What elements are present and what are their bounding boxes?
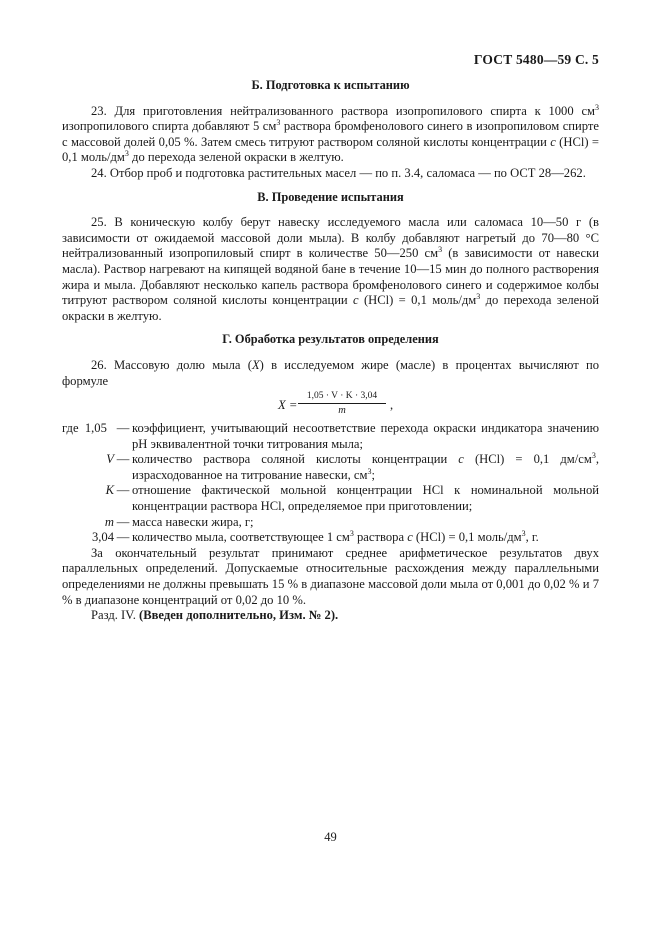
def-304-italic: с [407, 530, 413, 545]
definition-symbol: m [104, 514, 114, 529]
def-v-b: (HCl) = 0,1 дм/см [463, 452, 592, 467]
def-v-d: ; [371, 467, 375, 482]
definition-row [62, 483, 599, 514]
definition-row [62, 421, 599, 452]
definition-row [62, 452, 599, 483]
definition-text [132, 452, 599, 483]
p26-text-b: ) в исследуемом жире (масле) в процентах вычисляют по формуле [62, 357, 599, 388]
definition-symbol: 1,05 [84, 421, 107, 436]
p25-text-d: до перехода зеленой окраски в желтую. [62, 293, 599, 323]
formula-definitions [62, 421, 599, 546]
definition-text [132, 530, 599, 546]
definition-symbol: 3,04 [91, 530, 114, 545]
formula-comma: , [390, 398, 394, 413]
superscript: 3 [521, 529, 526, 539]
p23-text-b: изопропилового спирта добавляют 5 см [62, 119, 277, 134]
p26-text-a: 26. Массовую долю мыла ( [91, 357, 252, 372]
definition-dash: — [116, 514, 130, 529]
def-304-b: раствора [353, 530, 408, 545]
definition-text: масса навески жира, г; [132, 514, 254, 529]
definition-symbol: K [105, 483, 114, 498]
p25-italic-c: с [353, 293, 359, 308]
section-b-title: Б. Подготовка к испытанию [251, 78, 410, 92]
def-304-d: , г. [525, 530, 539, 545]
superscript: 3 [438, 245, 443, 255]
definition-where [62, 421, 114, 452]
formula-denominator: m [338, 405, 346, 417]
superscript: 3 [276, 118, 281, 128]
page-number: 49 [324, 830, 337, 844]
superscript: 3 [476, 292, 481, 302]
p23-text-c: раствора бромфенолового синего в изопропиловом спирте с массовой долей 0,05 %. Затем смесь титруют раствором соляной кислоты концентрации [62, 119, 600, 149]
razd-label: Разд. IV. [91, 608, 140, 623]
p25-text-b: (в зависимости от навески масла). Раствор нагревают на кипящей водяной бане в течение 10—15 мин до полного растворения жира и мыла. Добавляют несколько капель раствора бромфенолового синего и содержимое колбы титруют раствором соляной кислоты концентрации [62, 246, 599, 308]
definition-dash: — [116, 452, 130, 467]
p26-variable-x: X [251, 357, 260, 372]
p23-text-e: до перехода зеленой окраски в желтую. [128, 150, 344, 165]
paragraph-26 [62, 358, 599, 389]
formula-numerator: 1,05 · V · K · 3,04 [298, 390, 386, 404]
paragraph-24: 24. Отбор проб и подготовка растительных масел — по п. 3.4, саломаса — по ОСТ 28—262. [91, 165, 586, 180]
p23-text-a: 23. Для приготовления нейтрализованного раствора изопропилового спирта к 1000 см [91, 103, 595, 118]
superscript: 3 [124, 149, 129, 159]
document-header: ГОСТ 5480—59 С. 5 [473, 52, 599, 67]
formula-lhs: X = [278, 398, 298, 413]
paragraph-25 [62, 215, 599, 324]
razd-note: (Введен дополнительно, Изм. № 2). [139, 608, 339, 623]
definition-row [62, 530, 599, 546]
p23-text-d: (HCl) = 0,1 моль/дм [62, 134, 600, 165]
paragraph-final-result: За окончательный результат принимают среднее арифметическое результатов двух параллельных определений. Допускаемые относительные расхождения между параллельными определениями не должны превышать 15 % в диапазоне массовой доли мыла от 0,001 до 0,02 % и 7 % в диапазоне концентраций от 0,02 до 10 %. [62, 545, 599, 607]
def-304-c: (HCl) = 0,1 моль/дм [412, 530, 522, 545]
section-v-title: В. Проведение испытания [257, 189, 404, 204]
section-g-title: Г. Обработка результатов определения [222, 332, 439, 347]
definition-text: коэффициент, учитывающий несоответствие перехода окраски индикатора значению pH эквивалентной точки титрования мыла; [132, 421, 599, 451]
paragraph-razd [62, 608, 599, 624]
definition-dash: — [116, 421, 130, 436]
definition-symbol: V [106, 452, 114, 467]
where-word: где [62, 421, 79, 436]
p25-text-c: (HCl) = 0,1 моль/дм [358, 293, 477, 308]
definition-row [62, 515, 599, 531]
def-v-a: количество раствора соляной кислоты концентрации [132, 452, 459, 467]
p23-italic-c: с [550, 134, 556, 149]
def-v-italic: с [458, 452, 464, 467]
formula-fraction [298, 390, 386, 418]
definition-dash: — [116, 530, 130, 545]
superscript: 3 [349, 529, 354, 539]
formula [62, 389, 599, 421]
superscript: 3 [591, 451, 596, 461]
definition-dash: — [116, 483, 130, 498]
paragraph-23 [62, 104, 599, 166]
def-304-a: количество мыла, соответствующее 1 см [132, 530, 350, 545]
p25-text-a: 25. В коническую колбу берут навеску исследуемого масла или саломаса 10—50 г (в зависимости от ожидаемой массовой доли мыла). В колбу добавляют нагретый до 70—80 °С нейтрализованный изопропиловый спирт в количестве 50—250 см [62, 215, 599, 261]
superscript: 3 [367, 466, 372, 476]
def-v-c: , израсходованное на титрование навески, см [132, 452, 599, 482]
superscript: 3 [595, 102, 599, 112]
document-body [62, 78, 599, 624]
definition-text: отношение фактической мольной концентрации HCl к номинальной мольной концентрации раствора HCl, определяемое при приготовлении; [132, 483, 599, 514]
